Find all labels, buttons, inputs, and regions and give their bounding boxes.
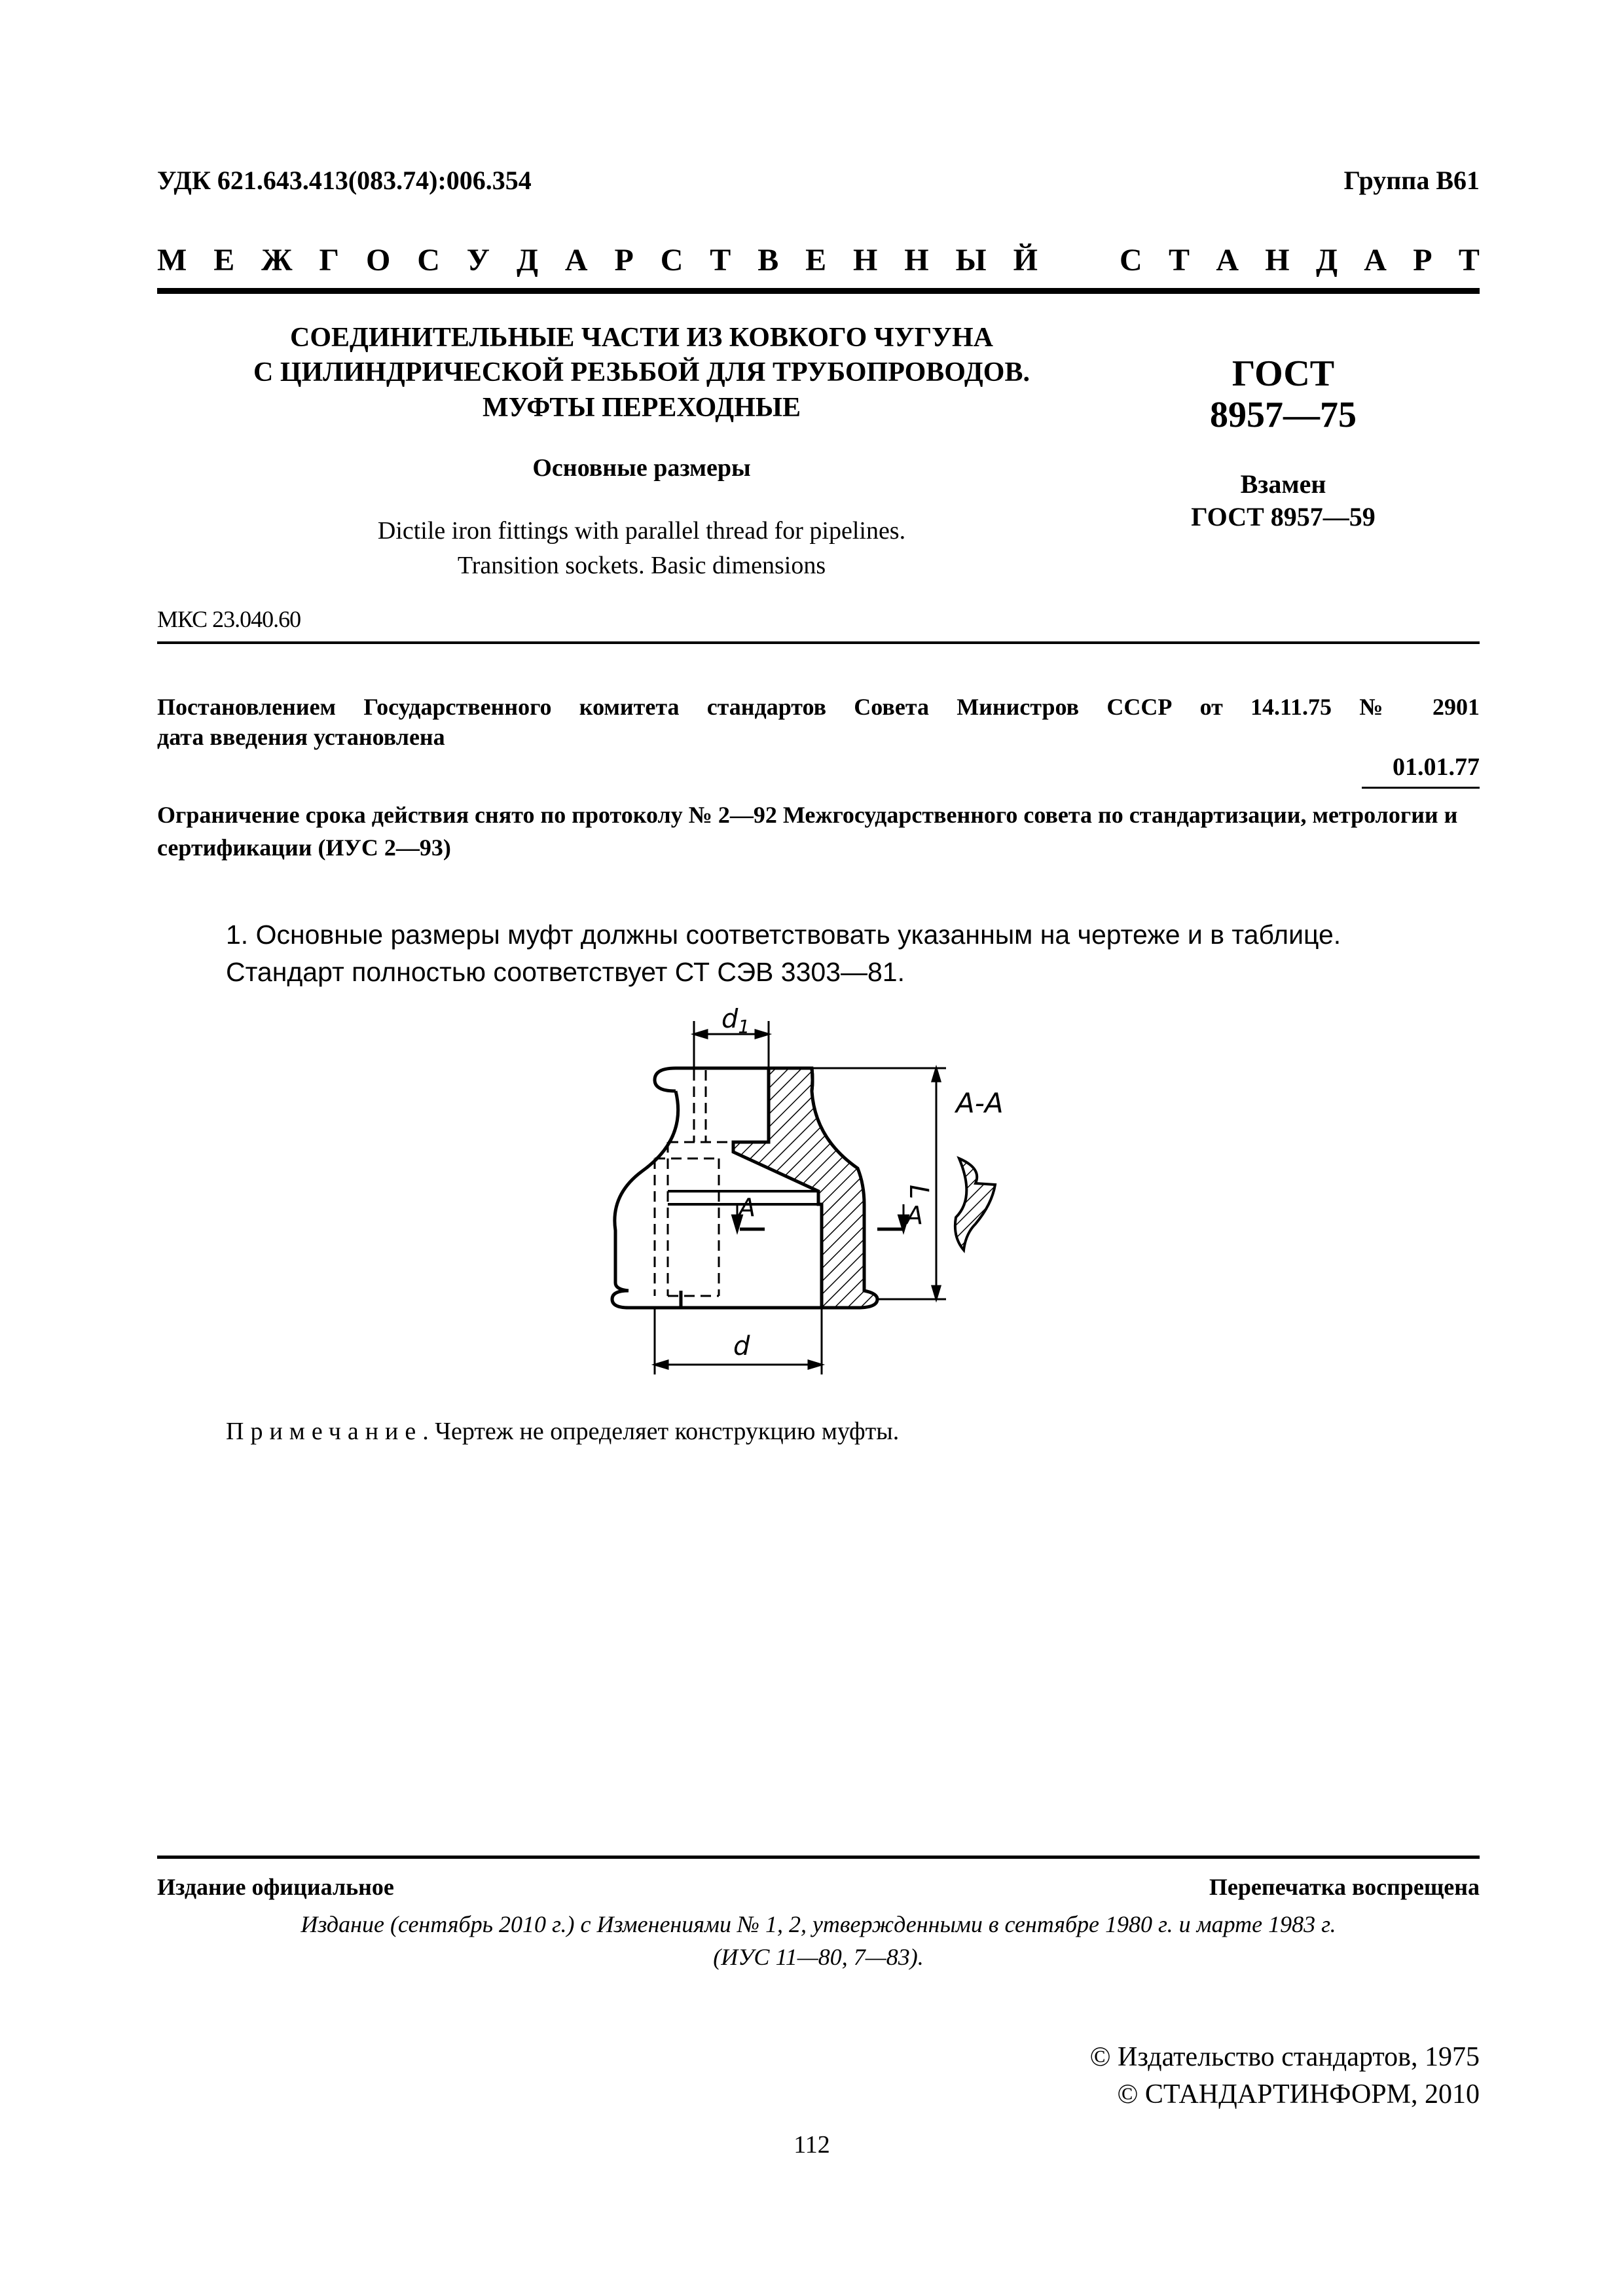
clause-1: 1. Основные размеры муфт должны соответствовать указанным на чертеже и в таблице. Стандарт полностью соответствует СТ СЭВ 3303—81. bbox=[226, 920, 1341, 988]
document-title: СОЕДИНИТЕЛЬНЫЕ ЧАСТИ ИЗ КОВКОГО ЧУГУНА С ЦИЛИНДРИЧЕСКОЙ РЕЗЬБОЙ ДЛЯ ТРУБОПРОВОДОВ. МУФТЫ ПЕРЕХОДНЫЕ bbox=[253, 323, 1030, 423]
footer-edition-row bbox=[157, 1873, 1480, 1901]
decree-text: Постановлением Государственного комитета стандартов Совета Министров СССР от 14.11.75 № 2901 bbox=[157, 694, 1480, 720]
document-subtitle: Основные размеры bbox=[532, 454, 751, 482]
introduction-date: 01.01.77 bbox=[1393, 753, 1480, 781]
english-title: Dictile iron fittings with parallel thread for pipelines. Transition sockets. Basic dimensions bbox=[377, 517, 906, 580]
edition-details: Издание (сентябрь 2010 г.) с Изменениями № 1, 2, утвержденными в сентябре 1980 г. и марте 1983 г. (ИУС 11—80, 7—83). bbox=[301, 1911, 1336, 1971]
note-text: . Чертеж не определяет конструкцию муфты. bbox=[422, 1418, 900, 1445]
copyright-2010: © СТАНДАРТИНФОРМ, 2010 bbox=[1117, 2079, 1480, 2109]
introduction-date-underline bbox=[1362, 787, 1480, 789]
udc-code: УДК 621.643.413(083.74):006.354 bbox=[157, 166, 532, 195]
banner-word-standard: С Т А Н Д А Р Т bbox=[1120, 243, 1480, 278]
section-label-left: А bbox=[739, 1193, 756, 1222]
hidden-thread-lines bbox=[655, 1070, 733, 1296]
replaces-standard: Взамен ГОСТ 8957—59 bbox=[1191, 469, 1376, 531]
reprint-prohibited: Перепечатка воспрещена bbox=[1209, 1874, 1480, 1900]
copyright-1975: © Издательство стандартов, 1975 bbox=[1089, 2042, 1480, 2072]
copyright-block bbox=[982, 2039, 1480, 2113]
socket-drawing bbox=[589, 1008, 1074, 1394]
label-d: d bbox=[733, 1331, 750, 1361]
document-header bbox=[157, 165, 1480, 196]
footer-rule bbox=[157, 1856, 1480, 1859]
header-rule bbox=[157, 641, 1480, 644]
standard-banner bbox=[157, 242, 1480, 278]
banner-word-interstate: М Е Ж Г О С У Д А Р С Т В Е Н Н Ы Й bbox=[157, 243, 1038, 278]
banner-rule bbox=[157, 288, 1480, 294]
official-edition: Издание официальное bbox=[157, 1874, 394, 1900]
limitation-note: Ограничение срока действия снято по протоколу № 2—92 Межгосударственного совета по стандартизации, метрологии и сертификации (ИУС 2—93) bbox=[157, 802, 1458, 861]
mks-code: МКС 23.040.60 bbox=[157, 606, 301, 632]
label-d1: $d_1$ bbox=[721, 1008, 750, 1037]
section-view-title: А-А bbox=[956, 1087, 1004, 1119]
group-code: Группа В61 bbox=[1343, 166, 1480, 195]
page-number: 112 bbox=[793, 2131, 830, 2159]
label-L: L bbox=[903, 1185, 934, 1200]
section-label-right: А bbox=[906, 1201, 923, 1230]
section-view-shape bbox=[955, 1158, 995, 1250]
gost-designation: ГОСТ 8957—75 bbox=[1210, 353, 1357, 435]
socket-wall-section bbox=[733, 1068, 877, 1308]
drawing-note bbox=[226, 1417, 899, 1446]
introduction-label: дата введения установлена bbox=[157, 724, 445, 750]
section-marker-right bbox=[877, 1204, 907, 1229]
note-label: Примечание bbox=[226, 1418, 423, 1445]
